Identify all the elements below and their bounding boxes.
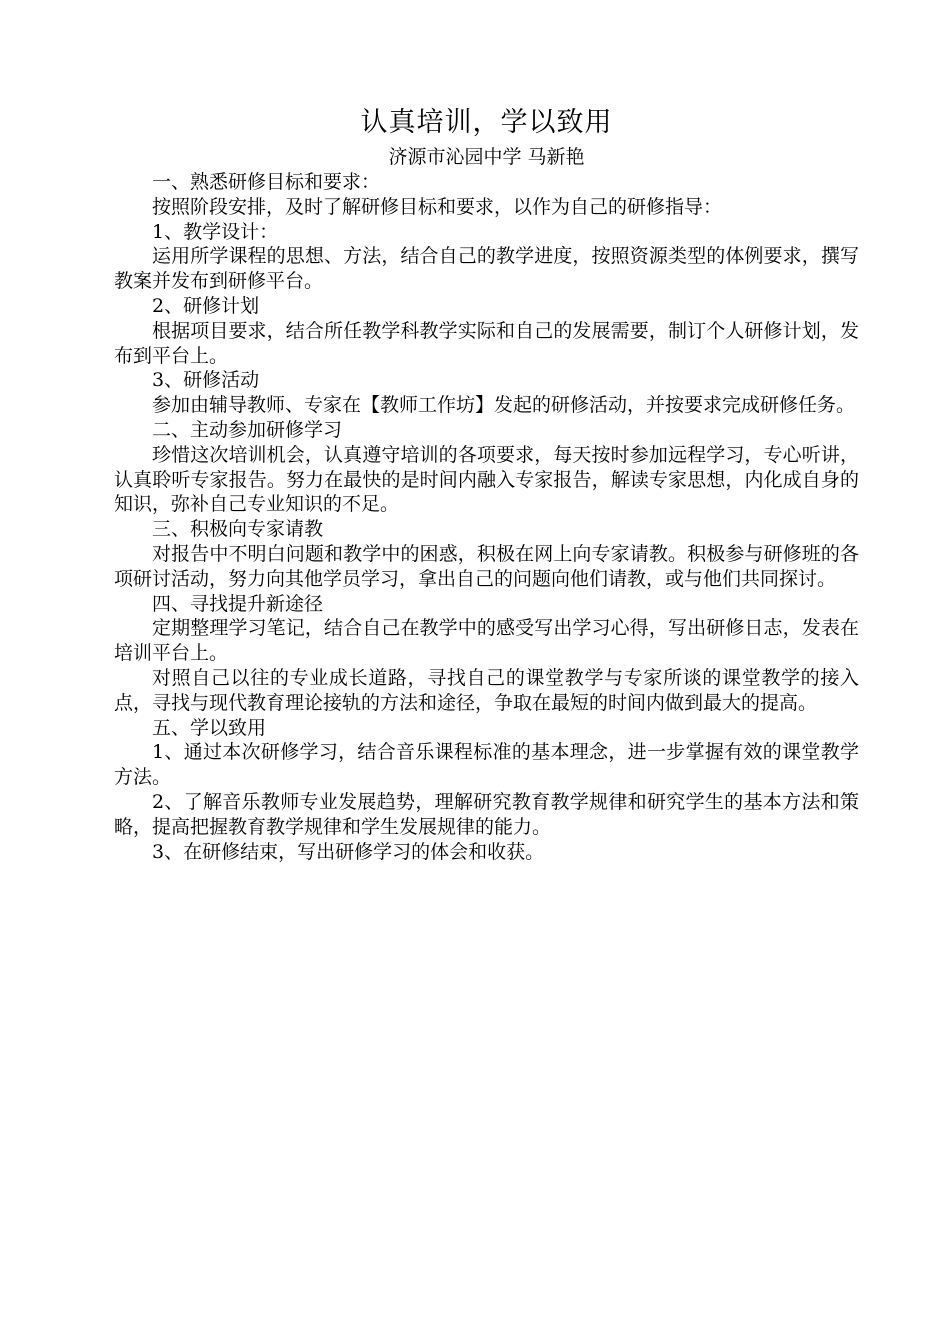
subheading-teaching-design: 1、教学设计： [152, 220, 279, 243]
paragraph: 1、通过本次研修学习，结合音乐课程标准的基本理念，进一步掌握有效的课堂教学方法。 [114, 741, 859, 789]
document-title: 认真培训，学以致用 [360, 107, 613, 138]
document-author: 济源市沁园中学 马新艳 [388, 146, 585, 168]
paragraph: 对报告中不明白问题和教学中的困惑，积极在网上向专家请教。积极参与研修班的各项研讨活动，努力向其他学员学习，拿出自己的问题向他们请教，或与他们共同探讨。 [114, 542, 859, 590]
paragraph: 2、了解音乐教师专业发展趋势，理解研究教育教学规律和研究学生的基本方法和策略，提高把握教育教学规律和学生发展规律的能力。 [114, 790, 859, 838]
paragraph: 定期整理学习笔记，结合自己在教学中的感受写出学习心得，写出研修日志，发表在培训平台上。 [114, 617, 859, 665]
paragraph: 珍惜这次培训机会，认真遵守培训的各项要求，每天按时参加远程学习，专心听讲，认真聆听专家报告。努力在最快的是时间内融入专家报告，解读专家思想，内化成自身的知识，弥补自己专业知识的不足。 [114, 443, 859, 516]
subheading-study-activity: 3、研修活动 [152, 369, 260, 392]
section-heading-1: 一、熟悉研修目标和要求： [152, 171, 381, 193]
paragraph: 参加由辅导教师、专家在【教师工作坊】发起的研修活动，并按要求完成研修任务。 [152, 394, 856, 417]
paragraph: 对照自己以往的专业成长道路，寻找自己的课堂教学与专家所谈的课堂教学的接入点，寻找与现代教育理论接轨的方法和途径，争取在最短的时间内做到最大的提高。 [114, 666, 859, 714]
paragraph: 按照阶段安排，及时了解研修目标和要求，以作为自己的研修指导： [152, 195, 723, 218]
section-heading-5: 五、学以致用 [152, 716, 267, 739]
paragraph: 运用所学课程的思想、方法，结合自己的教学进度，按照资源类型的体例要求，撰写教案并发布到研修平台。 [114, 245, 859, 293]
document-body [114, 103, 859, 864]
section-heading-3: 三、积极向专家请教 [152, 518, 324, 541]
section-heading-4: 四、寻找提升新途径 [152, 592, 324, 615]
subheading-study-plan: 2、研修计划 [152, 294, 260, 317]
paragraph: 根据项目要求，结合所任教学科教学实际和自己的发展需要，制订个人研修计划，发布到平台上。 [114, 319, 859, 367]
section-heading-2: 二、主动参加研修学习 [152, 418, 343, 441]
paragraph: 3、在研修结束，写出研修学习的体会和收获。 [152, 840, 545, 863]
